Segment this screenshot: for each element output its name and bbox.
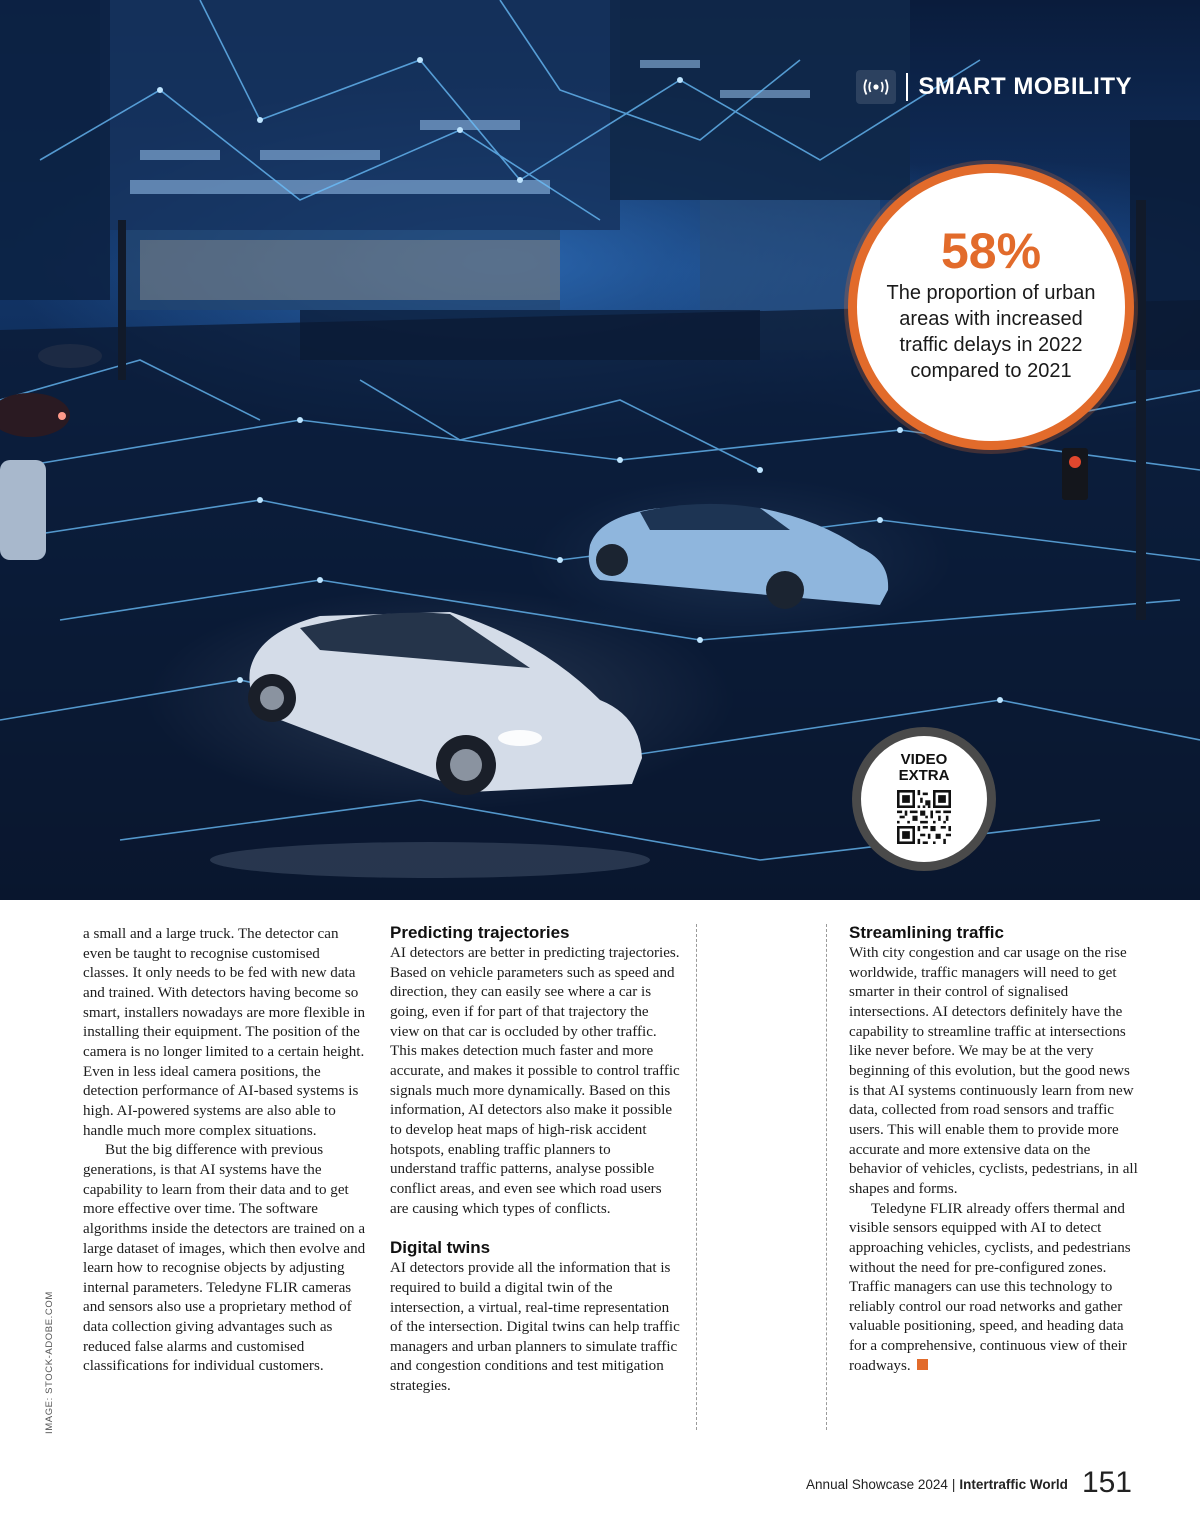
video-extra-label: [894, 752, 954, 784]
paragraph: But the big difference with previous generations, is that AI systems have the capability to learn from their data and to get more effective over time. The software algorithms inside the detectors are trained on a large dataset of images, which then evolve and learn how to recognise objects by adjusting internal parameters. Teledyne FLIR cameras and sensors also use a proprietary method of data collection giving advantages such as reduced false alarms and customised classifications for individual customers.: [83, 1142, 366, 1375]
broadcast-icon: [856, 70, 896, 104]
section-tag: [856, 70, 1132, 104]
subheading-streamlining-traffic: Streamlining traffic: [849, 923, 1004, 942]
paragraph: AI detectors are better in predicting trajectories. Based on vehicle parameters such as speed and direction, they can easily see where a car is going, even if for part of that trajectory the view on that car is occluded by other traffic. This makes detection much faster and more accurate, and makes it possible to control traffic signals much more dynamically. Based on this information, AI detectors also make it possible to develop heat maps of high-risk accident hotspots, enabling traffic planners to understand traffic patterns, analyse possible conflict areas, and even see which road users are causing which types of conflicts.: [390, 945, 680, 1217]
footer-magazine: Intertraffic World: [959, 1477, 1068, 1492]
stat-callout: [848, 164, 1134, 450]
page-footer: [806, 1463, 1132, 1497]
article-column-1: [83, 925, 366, 1377]
article-column-2: [390, 922, 680, 1397]
paragraph-final: [849, 1200, 1139, 1377]
paragraph-text: Teledyne FLIR already offers thermal and visible sensors equipped with AI to detect approaching vehicles, cyclists, and pedestrians without the need for pre-configured zones. Traffic managers can use this technology to reliably control our road networks and gather valuable positioning, speed, and heading data for a comprehensive, continuous view of their roadways.: [849, 1200, 1131, 1374]
footer-separator: |: [951, 1477, 956, 1492]
subheading-digital-twins: Digital twins: [390, 1238, 491, 1258]
paragraph: AI detectors provide all the information that is required to build a digital twin of the intersection, a virtual, real-time representation of the intersection. Digital twins can help traffic managers and urban planners to simulate traffic and congestion conditions and test mitigation strategies.: [390, 1260, 680, 1395]
column-divider: [696, 924, 697, 1430]
end-of-article-icon: [917, 1359, 928, 1370]
section-tag-divider: [906, 73, 908, 101]
video-extra-line2: EXTRA: [898, 767, 950, 784]
column-divider: [826, 924, 827, 1430]
paragraph: a small and a large truck. The detector can even be taught to recognise customised classes. It only needs to be fed with new data and trained. With detectors having become so smart, installers nowadays are more flexible in installing their equipment. The position of the camera is no longer limited to a certain height. Even in less ideal camera positions, the detection performance of AI-based systems is high. AI-powered systems are also able to handle much more complex situations.: [83, 926, 366, 1139]
section-label: SMART MOBILITY: [918, 73, 1132, 100]
video-extra-line1: VIDEO: [900, 751, 948, 768]
stat-value: 58%: [940, 223, 1042, 279]
image-credit: IMAGE: STOCK-ADOBE.COM: [44, 1291, 55, 1434]
qr-code-icon[interactable]: [897, 790, 951, 844]
article-column-3: [849, 922, 1139, 1376]
subheading-predicting-trajectories: Predicting trajectories: [390, 923, 570, 942]
paragraph: With city congestion and car usage on the rise worldwide, traffic managers will need to get smarter in their control of signalised intersections. AI detectors definitely have the capability to streamline traffic at intersections like never before. We may be at the very beginning of this evolution, but the good news is that AI systems continuously learn from new data, collected from road sensors and traffic users. This will enable them to provide more accurate and more extensive data on the behavior of vehicles, cyclists, pedestrians, in all shapes and forms.: [849, 945, 1138, 1197]
video-extra-badge[interactable]: [852, 727, 996, 871]
footer-publication: Annual Showcase 2024: [806, 1477, 948, 1492]
page-number: 151: [1081, 1466, 1132, 1499]
stat-caption: The proportion of urban areas with increased traffic delays in 2022 compared to 2021: [886, 282, 1096, 382]
